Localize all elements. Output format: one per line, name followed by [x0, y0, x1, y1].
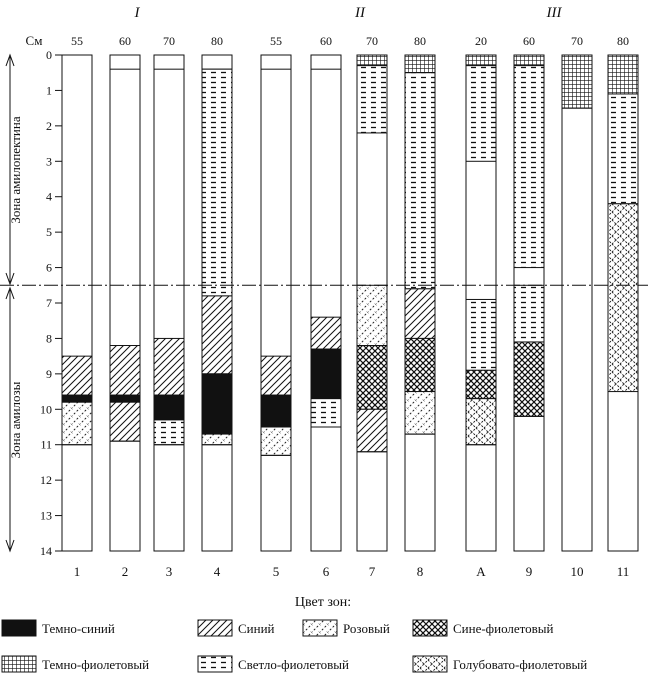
segment-blue	[311, 317, 341, 349]
axis-tick-label: 12	[40, 473, 52, 488]
segment-dark-violet	[514, 55, 544, 66]
column-top-label: 55	[270, 34, 282, 48]
segment-light-violet	[466, 299, 496, 370]
column-tube	[154, 55, 184, 551]
segment-dark-violet	[357, 55, 387, 66]
segment-pink	[62, 402, 92, 445]
column-4	[202, 34, 232, 579]
segment-dark-blue	[311, 349, 341, 399]
segment-light-violet	[514, 285, 544, 342]
segment-blue	[110, 346, 140, 396]
legend-label: Синий	[238, 621, 275, 636]
legend-swatch	[198, 620, 232, 636]
column-7	[357, 34, 387, 579]
column-bottom-label: 7	[368, 564, 376, 579]
segment-light-violet	[311, 399, 341, 427]
legend-label: Темно-фиолетовый	[42, 657, 150, 672]
column-bottom-label: 9	[525, 564, 533, 579]
legend-item-pink	[303, 620, 390, 636]
legend-swatch	[303, 620, 337, 636]
column-1	[62, 34, 92, 579]
column-top-label: 20	[475, 34, 487, 48]
column-top-label: 70	[366, 34, 378, 48]
segment-blue	[62, 356, 92, 395]
column-top-label: 55	[71, 34, 83, 48]
axis-tick-label: 6	[46, 260, 52, 275]
column-top-label: 80	[211, 34, 223, 48]
column-bottom-label: 11	[616, 564, 630, 579]
segment-pink	[202, 434, 232, 445]
segment-blue	[261, 356, 291, 395]
segment-light-violet	[608, 94, 638, 204]
legend-swatch	[413, 620, 447, 636]
segment-light-violet	[154, 420, 184, 445]
segment-blue	[357, 409, 387, 452]
segment-dark-blue	[110, 395, 140, 402]
segment-plain	[311, 55, 341, 69]
segment-blue	[110, 402, 140, 441]
legend-item-dark-blue	[2, 620, 115, 636]
column-5	[261, 34, 291, 579]
segment-blue-violet	[466, 370, 496, 398]
segment-dark-blue	[202, 374, 232, 434]
column-10	[562, 34, 592, 579]
column-bottom-label: 10	[570, 564, 584, 579]
segment-blue	[202, 296, 232, 374]
column-tube	[110, 55, 140, 551]
legend-item-dark-violet	[2, 656, 149, 672]
column-11	[608, 34, 638, 579]
column-bottom-label: 3	[165, 564, 173, 579]
legend-label: Темно-синий	[42, 621, 115, 636]
segment-light-violet	[466, 66, 496, 162]
column-top-label: 60	[320, 34, 332, 48]
column-top-label: 60	[523, 34, 535, 48]
columns	[62, 34, 638, 579]
segment-plain	[261, 55, 291, 69]
column-6	[311, 34, 341, 579]
axis-tick-label: 11	[40, 437, 52, 452]
axis-tick-label: 13	[40, 508, 52, 523]
segment-blue-violet	[514, 342, 544, 416]
column-bottom-label: 8	[416, 564, 424, 579]
segment-light-violet	[405, 73, 435, 289]
legend-item-sky-violet	[413, 656, 587, 672]
legend-label: Светло-фиолетовый	[238, 657, 349, 672]
column-8	[405, 34, 435, 579]
segment-plain	[202, 55, 232, 69]
axis-tick-label: 0	[46, 48, 52, 62]
group-label-II: II	[355, 5, 365, 21]
column-top-label: 80	[414, 34, 426, 48]
segment-dark-violet	[466, 55, 496, 66]
column-А	[466, 34, 496, 579]
column-3	[154, 34, 184, 579]
axis-tick-label: 2	[46, 118, 52, 133]
legend-swatch	[413, 656, 447, 672]
axis-tick-label: 10	[40, 402, 52, 417]
segment-plain	[110, 55, 140, 69]
group-label-I: I	[134, 5, 140, 21]
column-bottom-label: 5	[272, 564, 280, 579]
segment-dark-violet	[608, 55, 638, 94]
segment-pink	[405, 392, 435, 435]
legend-item-blue-violet	[413, 620, 554, 636]
zone-brackets	[6, 55, 23, 551]
column-bottom-label: А	[476, 564, 486, 579]
segment-dark-blue	[261, 395, 291, 427]
axis-tick-label: 5	[46, 225, 52, 240]
segment-dark-blue	[62, 395, 92, 402]
column-bottom-label: 6	[322, 564, 330, 579]
axis-unit-label: См	[25, 33, 43, 48]
legend-swatch	[198, 656, 232, 672]
axis-tick-label: 8	[46, 331, 52, 346]
segment-dark-violet	[562, 55, 592, 108]
legend-label: Розовый	[343, 621, 390, 636]
segment-blue	[405, 289, 435, 339]
group-label-III: III	[546, 5, 562, 21]
segment-light-violet	[202, 69, 232, 296]
legend-swatch	[2, 656, 36, 672]
column-tube	[261, 55, 291, 551]
column-bottom-label: 2	[121, 564, 129, 579]
segment-light-violet	[514, 66, 544, 268]
segment-pink	[357, 285, 387, 345]
axis-tick-label: 1	[46, 83, 52, 98]
column-top-label: 70	[163, 34, 175, 48]
depth-axis	[40, 48, 62, 558]
legend	[2, 620, 587, 672]
axis-tick-label: 4	[46, 189, 52, 204]
axis-tick-label: 9	[46, 366, 52, 381]
column-bottom-label: 1	[73, 564, 81, 579]
column-tube	[562, 55, 592, 551]
segment-dark-blue	[154, 395, 184, 420]
segment-light-violet	[357, 66, 387, 133]
segment-blue	[154, 338, 184, 395]
column-top-label: 70	[571, 34, 583, 48]
legend-item-light-violet	[198, 656, 349, 672]
column-top-label: 60	[119, 34, 131, 48]
axis-tick-label: 7	[46, 296, 52, 310]
zone-upper-label: Зона амилопектина	[8, 116, 23, 224]
segment-plain	[154, 55, 184, 69]
column-tube	[311, 55, 341, 551]
segment-sky-violet	[608, 204, 638, 392]
legend-item-blue	[198, 620, 275, 636]
axis-tick-label: 3	[46, 154, 52, 169]
column-2	[110, 34, 140, 579]
column-top-label: 80	[617, 34, 629, 48]
segment-pink	[261, 427, 291, 455]
axis-tick-label: 14	[40, 544, 52, 558]
column-9	[514, 34, 544, 579]
segment-sky-violet	[466, 399, 496, 445]
legend-title: Цвет зон:	[294, 595, 352, 610]
column-tube	[62, 55, 92, 551]
legend-label: Сине-фиолетовый	[453, 621, 554, 636]
segment-dark-violet	[405, 55, 435, 73]
legend-label: Голубовато-фиолетовый	[453, 657, 588, 672]
segment-blue-violet	[405, 338, 435, 391]
legend-swatch	[2, 620, 36, 636]
zone-lower-label: Зона амилозы	[8, 381, 23, 459]
column-bottom-label: 4	[213, 564, 221, 579]
segment-blue-violet	[357, 346, 387, 410]
